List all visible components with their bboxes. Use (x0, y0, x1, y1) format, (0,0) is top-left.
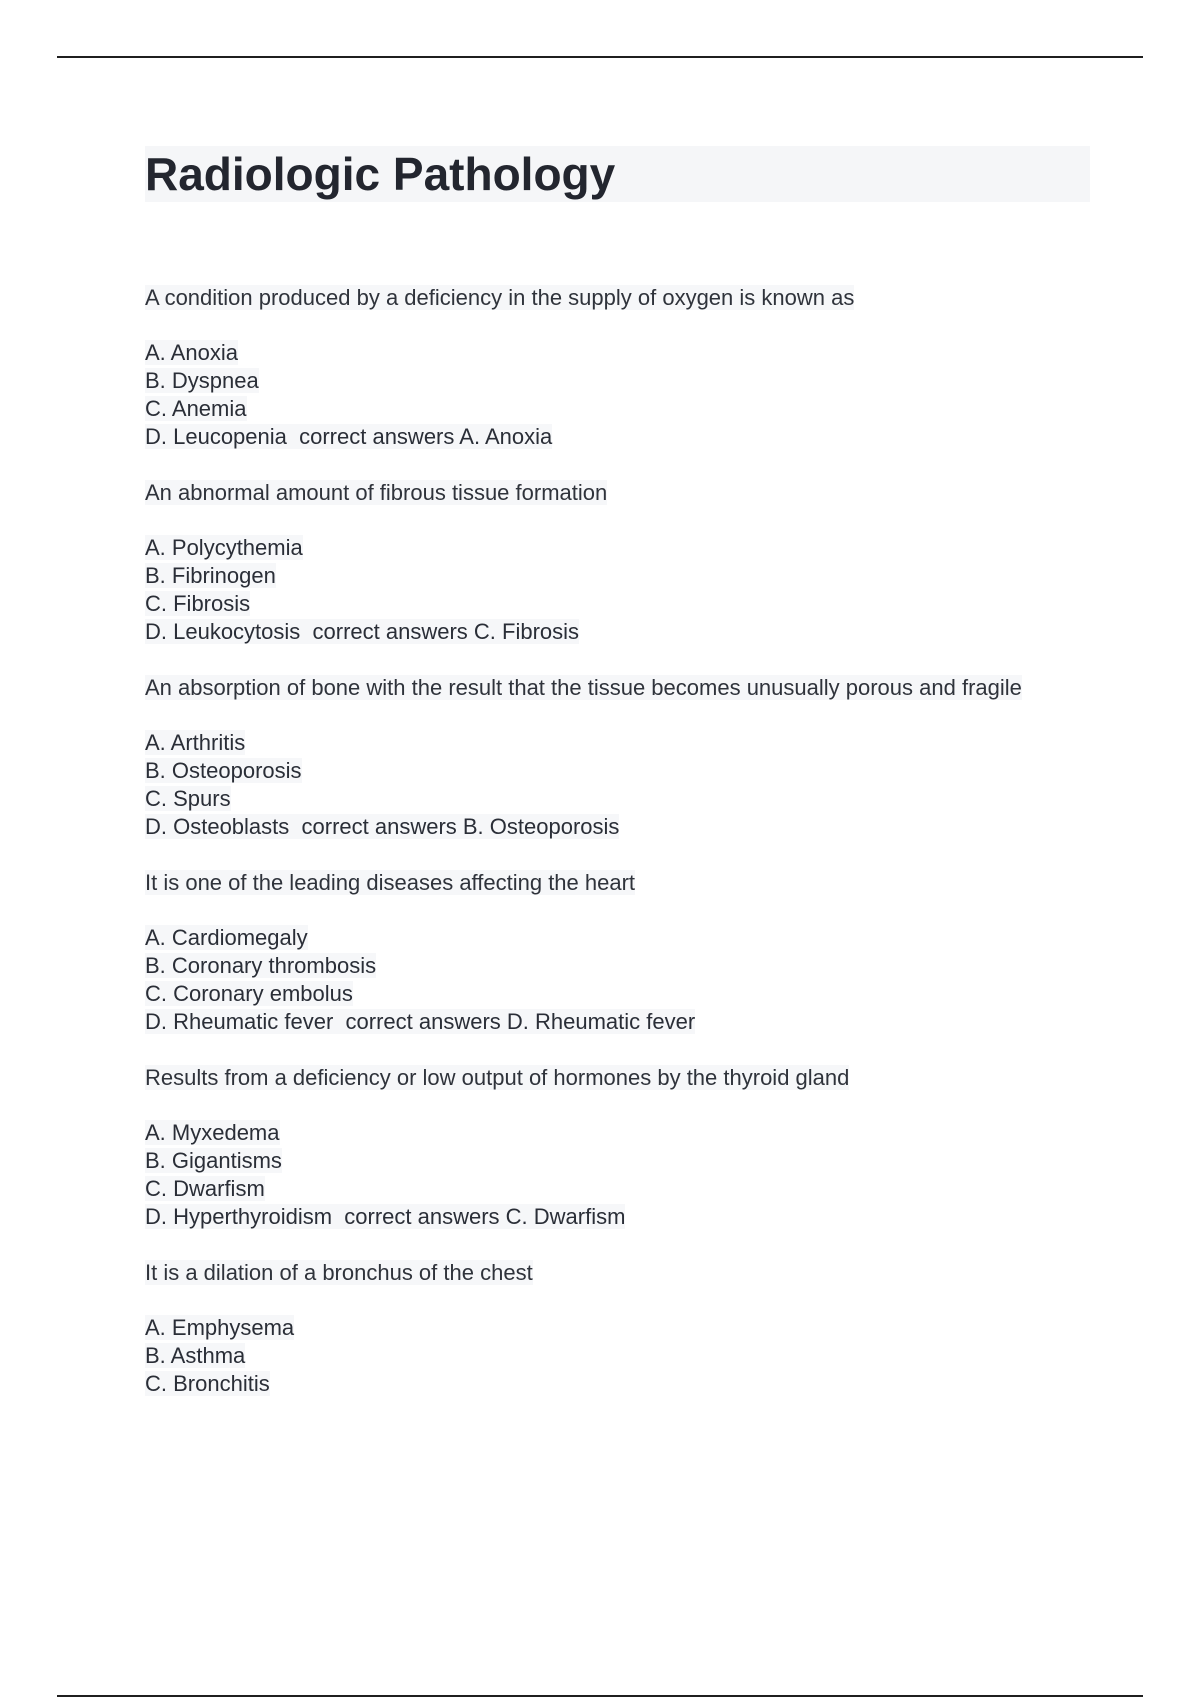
option: C. Bronchitis (145, 1371, 270, 1396)
question-stem: An abnormal amount of fibrous tissue formation (145, 480, 608, 505)
option: C. Spurs (145, 786, 231, 811)
option: C. Coronary embolus (145, 981, 353, 1006)
question (145, 284, 1090, 451)
page-title: Radiologic Pathology (145, 148, 616, 200)
top-rule (57, 56, 1143, 58)
question-stem: It is one of the leading diseases affecting the heart (145, 870, 636, 895)
option: B. Osteoporosis (145, 758, 302, 783)
question (145, 479, 1090, 646)
question (145, 869, 1090, 1036)
option: A. Arthritis (145, 730, 246, 755)
question (145, 1259, 1090, 1398)
option: A. Myxedema (145, 1120, 280, 1145)
question (145, 1064, 1090, 1231)
option-with-answer: D. Rheumatic fever correct answers D. Rheumatic fever (145, 1009, 696, 1034)
option-with-answer: D. Leukocytosis correct answers C. Fibrosis (145, 619, 580, 644)
option: C. Anemia (145, 396, 247, 421)
option: A. Anoxia (145, 340, 238, 365)
option: A. Polycythemia (145, 535, 303, 560)
title-block (145, 146, 1090, 202)
option: A. Emphysema (145, 1315, 295, 1340)
option: B. Dyspnea (145, 368, 259, 393)
question-stem: Results from a deficiency or low output of hormones by the thyroid gland (145, 1065, 850, 1090)
option: C. Fibrosis (145, 591, 251, 616)
option: C. Dwarfism (145, 1176, 265, 1201)
bottom-rule (57, 1695, 1143, 1697)
question-stem: An absorption of bone with the result that the tissue becomes unusually porous and fragile (145, 675, 1022, 700)
option-list (145, 1314, 1090, 1398)
option-list (145, 339, 1090, 451)
option-with-answer: D. Hyperthyroidism correct answers C. Dwarfism (145, 1204, 626, 1229)
option: B. Asthma (145, 1343, 246, 1368)
option-list (145, 1119, 1090, 1231)
option: B. Coronary thrombosis (145, 953, 377, 978)
option: A. Cardiomegaly (145, 925, 308, 950)
question (145, 674, 1090, 841)
option: B. Gigantisms (145, 1148, 282, 1173)
option-list (145, 534, 1090, 646)
document-body (145, 146, 1090, 1426)
option-with-answer: D. Leucopenia correct answers A. Anoxia (145, 424, 553, 449)
question-stem: It is a dilation of a bronchus of the chest (145, 1260, 533, 1285)
option: B. Fibrinogen (145, 563, 276, 588)
option-list (145, 729, 1090, 841)
option-list (145, 924, 1090, 1036)
question-stem: A condition produced by a deficiency in the supply of oxygen is known as (145, 285, 855, 310)
option-with-answer: D. Osteoblasts correct answers B. Osteoporosis (145, 814, 620, 839)
